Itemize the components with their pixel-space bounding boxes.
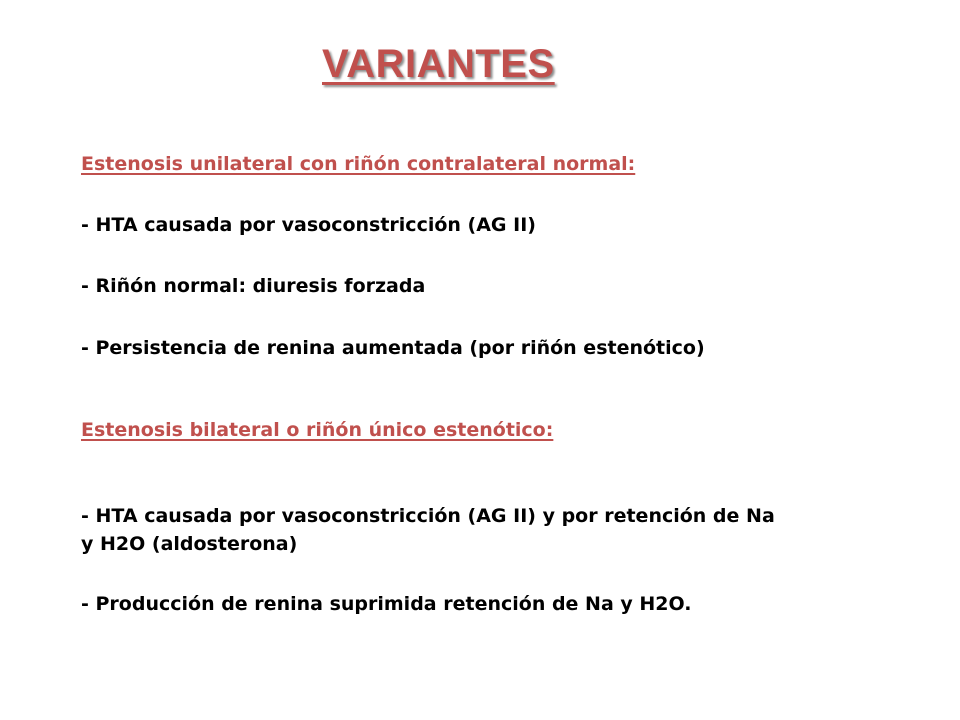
section-heading-bilateral: Estenosis bilateral o riñón único estenótico: (81, 419, 554, 441)
bullet-hta-vasoconstriction-retention: - HTA causada por vasoconstricción (AG II) y por retención de Na y H2O (aldosterona) (81, 505, 775, 555)
slide-content (81, 150, 801, 618)
bullet-hta-vasoconstriction: - HTA causada por vasoconstricción (AG II) (81, 214, 536, 236)
bullet-renin-suppressed: - Producción de renina suprimida retención de Na y H2O. (81, 593, 692, 615)
bullet-normal-kidney-diuresis: - Riñón normal: diuresis forzada (81, 275, 426, 297)
slide-title: VARIANTES (322, 42, 555, 86)
bullet-renin-persistence: - Persistencia de renina aumentada (por riñón estenótico) (81, 337, 705, 359)
section-heading-unilateral: Estenosis unilateral con riñón contralateral normal: (81, 153, 636, 175)
